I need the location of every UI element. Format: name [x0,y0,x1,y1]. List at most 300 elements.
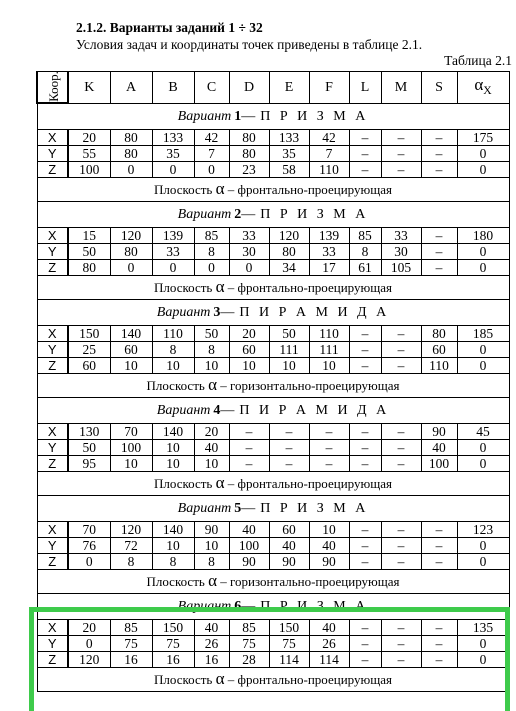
table-cell: 50 [68,440,110,456]
table-cell: – [309,424,349,440]
table-cell: 114 [309,652,349,668]
table-cell: 0 [457,146,509,162]
axis-label: Z [37,456,68,472]
table-cell: – [349,636,381,652]
axis-label: Y [37,342,68,358]
table-cell: – [421,522,457,538]
variant-label: Вариант [177,599,232,614]
axis-label: Z [37,260,68,276]
table-cell: – [349,554,381,570]
table-cell: 133 [152,130,194,146]
table-cell: 30 [229,244,269,260]
table-row [37,162,509,178]
table-cell: 16 [152,652,194,668]
table-cell: 80 [229,130,269,146]
table-cell: 0 [68,554,110,570]
table-cell: 100 [68,162,110,178]
table-cell: 85 [349,228,381,244]
table-cell: 8 [194,554,229,570]
variant-type: П Р И З М А [260,207,369,222]
axis-label: X [37,522,68,538]
table-row [37,146,509,162]
table-cell: 0 [110,162,152,178]
table-cell: – [381,554,421,570]
table-cell: 0 [457,244,509,260]
plane-prefix: Плоскость [154,476,213,491]
axis-label: X [37,228,68,244]
axis-label: Y [37,636,68,652]
table-cell: 90 [421,424,457,440]
variant-label: Вариант [156,403,211,418]
plane-text: – фронтально-проецирующая [227,672,392,687]
table-cell: 0 [457,456,509,472]
variant-header-row [37,594,509,620]
table-cell: – [349,358,381,374]
table-cell: 40 [229,522,269,538]
table-cell: 20 [229,326,269,342]
table-cell: 45 [457,424,509,440]
plane-text: – горизонтально-проецирующая [220,378,400,393]
table-cell: 58 [269,162,309,178]
table-cell: 10 [194,358,229,374]
table-cell: – [421,162,457,178]
table-row [37,424,509,440]
table-cell: 80 [421,326,457,342]
plane-alpha: α [208,571,217,590]
variant-label: Вариант [177,109,232,124]
table-row [37,456,509,472]
table-cell: 33 [309,244,349,260]
plane-row [37,668,509,692]
table-cell: 110 [309,162,349,178]
variant-type: П И Р А М И Д А [239,305,390,320]
table-cell: 139 [152,228,194,244]
table-cell: 110 [421,358,457,374]
table-cell: 40 [194,440,229,456]
alpha-subscript: X [483,83,492,97]
table-cell: 0 [457,260,509,276]
table-row [37,342,509,358]
plane-row [37,472,509,496]
table-cell: 10 [152,456,194,472]
table-cell: – [229,424,269,440]
axis-label: Z [37,652,68,668]
table-cell: 0 [457,440,509,456]
table-cell: 0 [194,260,229,276]
table-cell: – [349,130,381,146]
table-cell: – [421,130,457,146]
variant-dash: — [241,501,256,516]
plane-row [37,178,509,202]
plane-text: – фронтально-проецирующая [227,182,392,197]
table-cell: 50 [68,244,110,260]
table-cell: 60 [421,342,457,358]
variant-header-row [37,103,509,130]
table-cell: – [349,652,381,668]
table-header-row [37,72,509,104]
table-cell: 42 [309,130,349,146]
table-cell: – [229,440,269,456]
table-cell: 123 [457,522,509,538]
coord-header [37,72,68,104]
table-cell: 111 [269,342,309,358]
plane-text: – горизонтально-проецирующая [220,574,400,589]
table-cell: 10 [229,358,269,374]
table-cell: – [421,636,457,652]
table-cell: 10 [152,440,194,456]
plane-text: – фронтально-проецирующая [227,280,392,295]
table-cell: 110 [152,326,194,342]
table-cell: 20 [194,424,229,440]
variant-header [37,103,509,130]
variant-header [37,202,509,228]
variant-header-row [37,496,509,522]
axis-label: Y [37,538,68,554]
variant-number: 5 [234,501,242,516]
table-cell: 150 [68,326,110,342]
table-cell: – [381,342,421,358]
table-cell: – [421,652,457,668]
table-cell: 75 [229,636,269,652]
alpha-symbol: α [474,74,484,94]
table-cell: – [349,456,381,472]
variant-number: 1 [234,109,242,124]
table-cell: 26 [309,636,349,652]
table-cell: – [349,620,381,636]
table-cell: 0 [152,162,194,178]
table-cell: 55 [68,146,110,162]
table-cell: 100 [229,538,269,554]
variant-dash: — [241,207,256,222]
table-cell: 120 [110,522,152,538]
table-cell: 180 [457,228,509,244]
variant-header [37,398,509,424]
table-cell: 50 [194,326,229,342]
table-cell: – [269,440,309,456]
table-cell: 10 [269,358,309,374]
axis-label: Y [37,146,68,162]
table-cell: 70 [68,522,110,538]
table-cell: 100 [110,440,152,456]
table-cell: 10 [309,522,349,538]
col-header-l: L [349,72,381,104]
table-cell: – [421,554,457,570]
variant-label: Вариант [177,501,232,516]
variant-dash: — [241,109,256,124]
table-cell: 40 [309,620,349,636]
table-cell: 70 [110,424,152,440]
table-cell: 0 [152,260,194,276]
table-row [37,326,509,342]
table-cell: 75 [110,636,152,652]
variant-number: 3 [213,305,221,320]
table-cell: 10 [110,358,152,374]
table-cell: 35 [152,146,194,162]
table-row [37,228,509,244]
plane-alpha: α [215,473,225,492]
table-cell: 30 [381,244,421,260]
table-cell: 10 [152,358,194,374]
col-header-b: B [152,72,194,104]
variant-header-row [37,202,509,228]
plane-description [37,472,509,496]
table-cell: – [349,424,381,440]
table-cell: 8 [194,342,229,358]
table-cell: – [309,440,349,456]
plane-description [37,374,509,398]
table-cell: 7 [309,146,349,162]
table-cell: – [381,456,421,472]
col-header-d: D [229,72,269,104]
table-cell: 120 [110,228,152,244]
table-cell: – [421,146,457,162]
table-cell: 7 [194,146,229,162]
col-header-a: A [110,72,152,104]
table-cell: 90 [194,522,229,538]
table-cell: 8 [152,554,194,570]
table-cell: 33 [381,228,421,244]
table-cell: 135 [457,620,509,636]
section-subtitle: Условия задач и координаты точек приведены в таблице 2.1. [76,37,423,52]
table-cell: – [381,424,421,440]
variant-label: Вариант [156,305,211,320]
table-cell: – [349,440,381,456]
table-row [37,652,509,668]
table-cell: 75 [152,636,194,652]
variant-type: П Р И З М А [260,109,369,124]
variant-number: 6 [234,599,242,614]
table-cell: 10 [194,538,229,554]
table-cell: 40 [309,538,349,554]
table-cell: 0 [457,652,509,668]
table-cell: 85 [110,620,152,636]
table-row [37,620,509,636]
variant-type: П Р И З М А [260,501,369,516]
variant-type: П Р И З М А [260,599,369,614]
variant-dash: — [241,599,256,614]
table-cell: 185 [457,326,509,342]
table-cell: 90 [269,554,309,570]
table-cell: 0 [457,538,509,554]
table-cell: 90 [309,554,349,570]
axis-label: Y [37,244,68,260]
table-cell: – [381,326,421,342]
table-cell: 80 [110,244,152,260]
table-row [37,440,509,456]
coordinates-table [36,71,510,692]
plane-text: – фронтально-проецирующая [227,476,392,491]
variant-header [37,496,509,522]
table-cell: 26 [194,636,229,652]
table-cell: 80 [110,146,152,162]
table-cell: – [349,342,381,358]
table-cell: 80 [269,244,309,260]
table-cell: – [349,522,381,538]
axis-label: X [37,620,68,636]
table-cell: 130 [68,424,110,440]
table-cell: – [381,358,421,374]
table-cell: – [421,538,457,554]
plane-prefix: Плоскость [154,182,213,197]
table-cell: 20 [68,620,110,636]
table-cell: 16 [110,652,152,668]
table-cell: – [349,146,381,162]
plane-alpha: α [215,669,225,688]
table-cell: – [309,456,349,472]
plane-description [37,570,509,594]
variant-number: 4 [213,403,221,418]
table-cell: 15 [68,228,110,244]
table-cell: 140 [110,326,152,342]
table-cell: – [381,522,421,538]
table-cell: – [269,424,309,440]
table-cell: 0 [229,260,269,276]
axis-label: Y [37,440,68,456]
table-reference: Таблица 2.1 [444,53,512,68]
table-cell: 175 [457,130,509,146]
table-row [37,522,509,538]
axis-label: X [37,130,68,146]
table-cell: 140 [152,522,194,538]
table-cell: 10 [152,538,194,554]
variant-dash: — [220,403,235,418]
table-cell: 75 [269,636,309,652]
table-cell: 80 [229,146,269,162]
plane-description [37,668,509,692]
plane-row [37,570,509,594]
table-cell: 40 [194,620,229,636]
table-cell: 114 [269,652,309,668]
table-cell: 16 [194,652,229,668]
table-cell: 105 [381,260,421,276]
table-cell: 90 [229,554,269,570]
col-header-m: M [381,72,421,104]
table-cell: 111 [309,342,349,358]
table-cell: 0 [68,636,110,652]
table-cell: – [421,620,457,636]
table-row [37,554,509,570]
plane-description [37,276,509,300]
plane-alpha: α [208,375,217,394]
table-cell: – [381,636,421,652]
col-header-alpha-x [457,72,509,104]
table-row [37,636,509,652]
variant-header-row [37,398,509,424]
table-cell: 33 [152,244,194,260]
table-cell: – [421,260,457,276]
table-cell: – [349,162,381,178]
table-cell: 85 [194,228,229,244]
table-cell: 60 [68,358,110,374]
table-cell: 133 [269,130,309,146]
table-cell: – [421,228,457,244]
table-cell: – [349,326,381,342]
table-cell: 0 [457,554,509,570]
plane-alpha: α [215,277,225,296]
table-cell: – [229,456,269,472]
table-cell: 10 [110,456,152,472]
plane-alpha: α [215,179,225,198]
plane-row [37,374,509,398]
variant-header [37,300,509,326]
table-row [37,538,509,554]
col-header-s: S [421,72,457,104]
table-cell: 8 [194,244,229,260]
table-cell: 8 [152,342,194,358]
table-cell: 85 [229,620,269,636]
col-header-e: E [269,72,309,104]
variant-label: Вариант [177,207,232,222]
table-cell: 60 [229,342,269,358]
table-cell: 0 [457,358,509,374]
table-cell: 139 [309,228,349,244]
plane-prefix: Плоскость [146,574,205,589]
table-cell: 150 [269,620,309,636]
table-cell: 61 [349,260,381,276]
table-cell: 20 [68,130,110,146]
axis-label: X [37,424,68,440]
axis-label: Z [37,358,68,374]
table-cell: 60 [269,522,309,538]
coord-header-text: Коор. [45,71,61,102]
table-row [37,130,509,146]
table-cell: 110 [309,326,349,342]
table-cell: 100 [421,456,457,472]
plane-prefix: Плоскость [154,672,213,687]
table-cell: 40 [421,440,457,456]
table-cell: – [381,652,421,668]
plane-prefix: Плоскость [154,280,213,295]
table-row [37,260,509,276]
table-cell: 0 [457,162,509,178]
table-cell: 17 [309,260,349,276]
variant-header-row [37,300,509,326]
variant-header [37,594,509,620]
table-cell: 23 [229,162,269,178]
variant-dash: — [220,305,235,320]
axis-label: Z [37,554,68,570]
table-cell: 42 [194,130,229,146]
table-cell: 72 [110,538,152,554]
table-cell: 60 [110,342,152,358]
table-cell: – [381,538,421,554]
table-cell: 0 [110,260,152,276]
plane-prefix: Плоскость [146,378,205,393]
table-cell: 28 [229,652,269,668]
axis-label: Z [37,162,68,178]
col-header-k: K [68,72,110,104]
table-cell: – [421,244,457,260]
table-cell: – [349,538,381,554]
table-cell: 120 [68,652,110,668]
table-cell: 35 [269,146,309,162]
table-cell: 0 [457,636,509,652]
table-cell: 8 [349,244,381,260]
table-cell: 95 [68,456,110,472]
table-cell: – [381,440,421,456]
variant-number: 2 [234,207,242,222]
table-cell: – [381,146,421,162]
table-cell: 10 [309,358,349,374]
table-cell: 40 [269,538,309,554]
table-cell: 140 [152,424,194,440]
table-cell: 0 [457,342,509,358]
table-cell: – [269,456,309,472]
table-cell: 76 [68,538,110,554]
table-cell: – [381,162,421,178]
section-title: 2.1.2. Варианты заданий 1 ÷ 32 [76,20,263,35]
table-cell: 34 [269,260,309,276]
